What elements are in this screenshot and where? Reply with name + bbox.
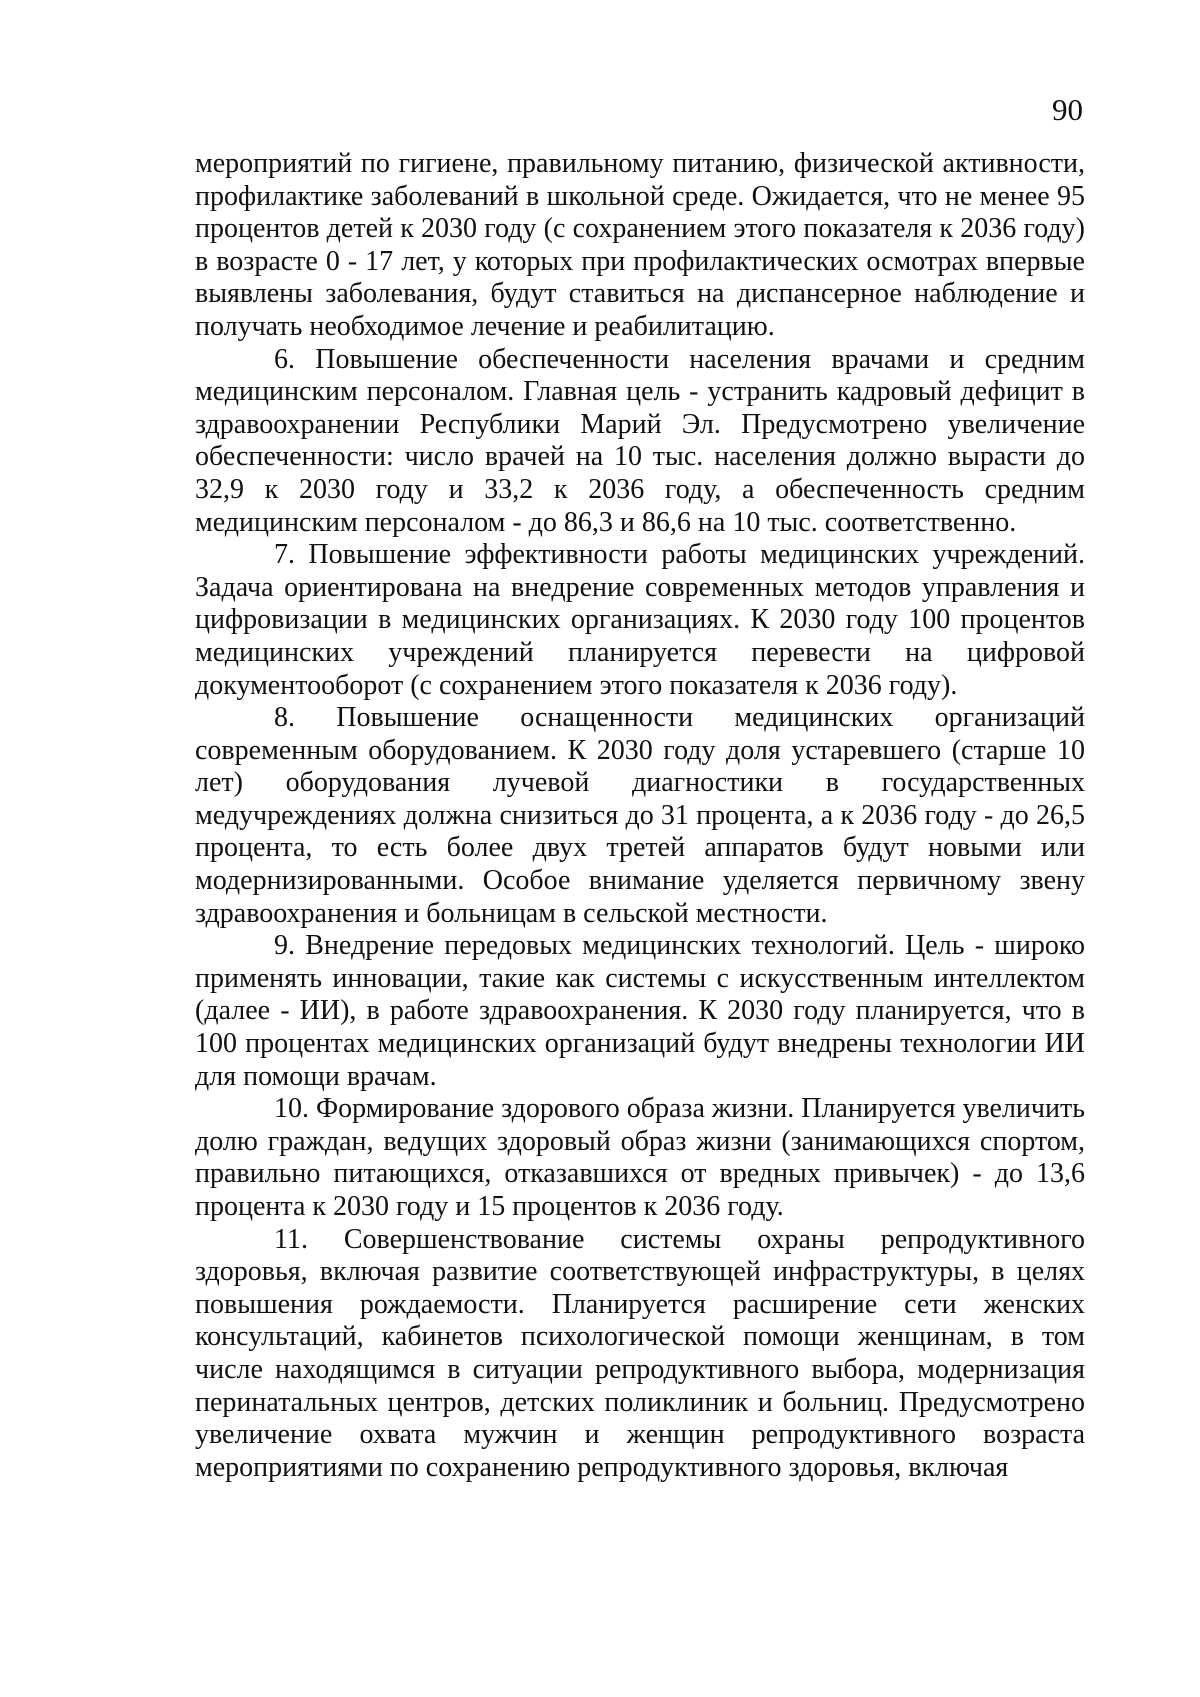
- paragraph-item-10: 10. Формирование здорового образа жизни. Планируется увеличить долю граждан, ведущих здоровый образ жизни (занимающихся спортом, правильно питающихся, отказавшихся от вредных привычек) - до 13,6 процента к 2030 году и 15 процентов к 2036 году.: [195, 1093, 1085, 1222]
- paragraph-item-6: 6. Повышение обеспеченности населения врачами и средним медицинским персоналом. Главная цель - устранить кадровый дефицит в здравоохранении Республики Марий Эл. Предусмотрено увеличение обеспеченности: число врачей на 10 тыс. населения должно вырасти до 32,9 к 2030 году и 33,2 к 2036 году, а обеспеченность средним медицинским персоналом - до 86,3 и 86,6 на 10 тыс. соответственно.: [195, 343, 1085, 538]
- paragraph-item-9: 9. Внедрение передовых медицинских технологий. Цель - широко применять инновации, такие как системы с искусственным интеллектом (далее - ИИ), в работе здравоохранения. К 2030 году планируется, что в 100 процентах медицинских организаций будут внедрены технологии ИИ для помощи врачам.: [195, 930, 1085, 1092]
- paragraph-item-7: 7. Повышение эффективности работы медицинских учреждений. Задача ориентирована на внедрение современных методов управления и цифровизации в медицинских организациях. К 2030 году 100 процентов медицинских учреждений планируется перевести на цифровой документооборот (с сохранением этого показателя к 2036 году).: [195, 539, 1085, 701]
- page-number: 90: [1052, 92, 1083, 127]
- paragraph-item-11: 11. Совершенствование системы охраны репродуктивного здоровья, включая развитие соответствующей инфраструктуры, в целях повышения рождаемости. Планируется расширение сети женских консультаций, кабинетов психологической помощи женщинам, в том числе находящимся в ситуации репродуктивного выбора, модернизация перинатальных центров, детских поликлиник и больниц. Предусмотрено увеличение охвата мужчин и женщин репродуктивного возраста мероприятиями по сохранению репродуктивного здоровья, включая: [195, 1223, 1085, 1483]
- paragraph-item-8: 8. Повышение оснащенности медицинских организаций современным оборудованием. К 2030 году доля устаревшего (старше 10 лет) оборудования лучевой диагностики в государственных медучреждениях должна снизиться до 31 процента, а к 2036 году - до 26,5 процента, то есть более двух третей аппаратов будут новыми или модернизированными. Особое внимание уделяется первичному звену здравоохранения и больницам в сельской местности.: [195, 702, 1085, 929]
- document-body: [195, 148, 1085, 1484]
- paragraph-continuation: мероприятий по гигиене, правильному питанию, физической активности, профилактике заболеваний в школьной среде. Ожидается, что не менее 95 процентов детей к 2030 году (с сохранением этого показателя к 2036 году) в возрасте 0 - 17 лет, у которых при профилактических осмотрах впервые выявлены заболевания, будут ставиться на диспансерное наблюдение и получать необходимое лечение и реабилитацию.: [195, 148, 1085, 342]
